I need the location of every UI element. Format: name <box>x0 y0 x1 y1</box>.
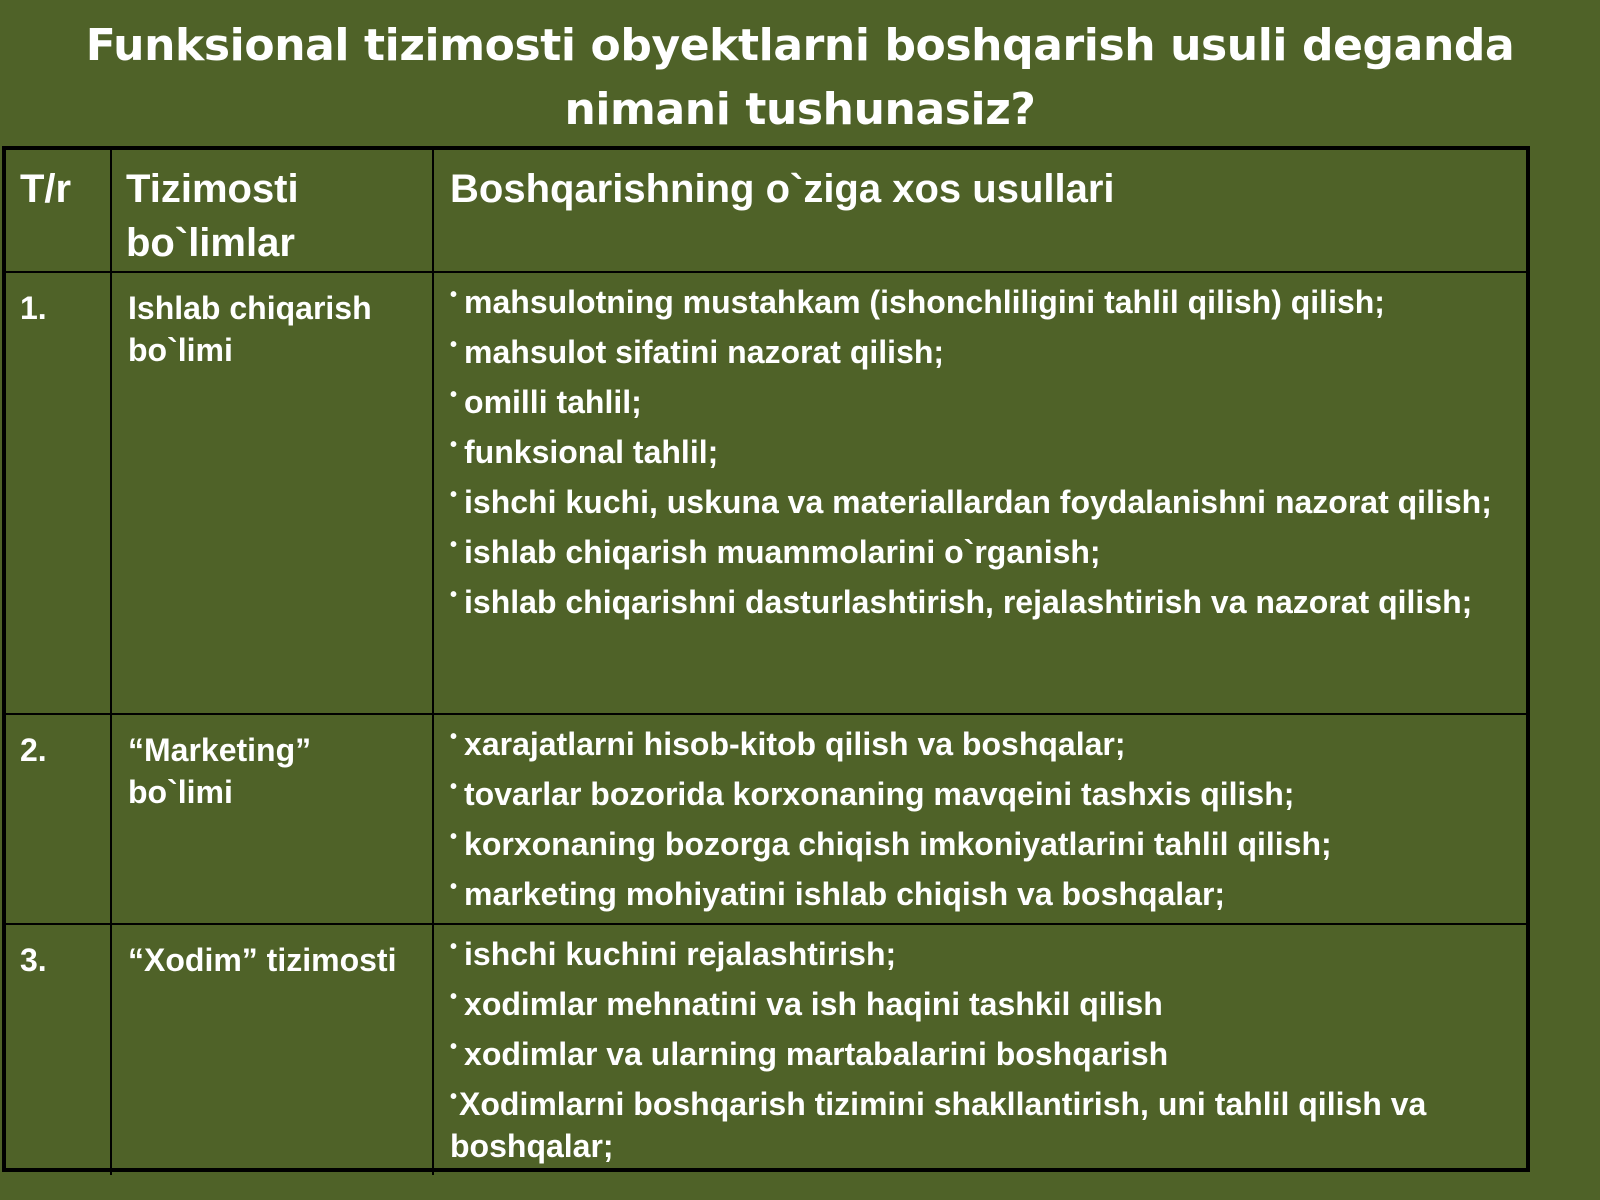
bullet-icon: • <box>450 986 458 1008</box>
method-text: omilli tahlil; <box>464 384 642 420</box>
slide-title: Funksional tizimosti obyektlarni boshqarish usuli deganda nimani tushunasiz? <box>85 20 1515 135</box>
subsystem-name: “Xodim” tizimosti <box>111 924 433 1175</box>
bullet-icon: • <box>450 776 458 798</box>
method-text: tovarlar bozorida korxonaning mavqeini tashxis qilish; <box>464 776 1295 812</box>
row-number: 2. <box>6 714 111 924</box>
method-text: ishlab chiqarishni dasturlashtirish, rejalashtirish va nazorat qilish; <box>464 584 1473 620</box>
method-text: ishlab chiqarish muammolarini o`rganish; <box>464 534 1101 570</box>
method-text: marketing mohiyatini ishlab chiqish va boshqalar; <box>464 876 1226 912</box>
list-item <box>450 281 1502 323</box>
methods-cell <box>433 714 1526 924</box>
header-cell-number: T/r <box>6 150 111 272</box>
method-text: mahsulot sifatini nazorat qilish; <box>464 334 945 370</box>
list-item <box>450 933 1502 975</box>
list-item <box>450 381 1502 423</box>
list-item <box>450 331 1502 373</box>
list-item <box>450 773 1502 815</box>
subsystem-name: “Marketing” bo`limi <box>111 714 433 924</box>
method-text: ishchi kuchi, uskuna va materiallardan foydalanishni nazorat qilish; <box>464 484 1492 520</box>
list-item <box>450 481 1502 523</box>
bullet-icon: • <box>450 434 458 456</box>
method-text: xarajatlarni hisob-kitob qilish va boshqalar; <box>464 726 1126 762</box>
method-text: ishchi kuchini rejalashtirish; <box>464 936 897 972</box>
bullet-icon: • <box>450 584 458 606</box>
method-text: korxonaning bozorga chiqish imkoniyatlarini tahlil qilish; <box>464 826 1332 862</box>
list-item <box>450 531 1502 573</box>
header-cell-subsystem: Tizimosti bo`limlar <box>111 150 433 272</box>
methods-list <box>450 933 1502 1167</box>
bullet-icon: • <box>450 534 458 556</box>
list-item <box>450 581 1502 623</box>
table-row <box>6 714 1526 924</box>
list-item <box>450 1033 1502 1075</box>
bullet-icon: • <box>450 334 458 356</box>
bullet-icon: • <box>450 1086 458 1108</box>
bullet-icon: • <box>450 826 458 848</box>
list-item <box>450 431 1502 473</box>
methods-cell <box>433 272 1526 714</box>
methods-list <box>450 723 1502 915</box>
method-text: xodimlar mehnatini va ish haqini tashkil qilish <box>464 986 1163 1022</box>
bullet-icon: • <box>450 876 458 898</box>
bullet-icon: • <box>450 1036 458 1058</box>
list-item <box>450 983 1502 1025</box>
bullet-icon: • <box>450 484 458 506</box>
bullet-icon: • <box>450 936 458 958</box>
method-text: xodimlar va ularning martabalarini boshqarish <box>464 1036 1169 1072</box>
table-header-row <box>6 150 1526 272</box>
bullet-icon: • <box>450 284 458 306</box>
bullet-icon: • <box>450 384 458 406</box>
method-text: Xodimlarni boshqarish tizimini shakllantirish, uni tahlil qilish va boshqalar; <box>450 1086 1427 1164</box>
methods-list <box>450 281 1502 623</box>
method-text: mahsulotning mustahkam (ishonchliligini tahlil qilish) qilish; <box>464 284 1385 320</box>
methods-cell <box>433 924 1526 1175</box>
list-item <box>450 823 1502 865</box>
methods-table <box>2 146 1530 1172</box>
row-number: 1. <box>6 272 111 714</box>
row-number: 3. <box>6 924 111 1175</box>
list-item <box>450 1083 1502 1167</box>
header-cell-methods: Boshqarishning o`ziga xos usullari <box>433 150 1526 272</box>
subsystem-name: Ishlab chiqarish bo`limi <box>111 272 433 714</box>
list-item <box>450 723 1502 765</box>
bullet-icon: • <box>450 726 458 748</box>
method-text: funksional tahlil; <box>464 434 719 470</box>
table-row <box>6 924 1526 1175</box>
list-item <box>450 873 1502 915</box>
table-row <box>6 272 1526 714</box>
